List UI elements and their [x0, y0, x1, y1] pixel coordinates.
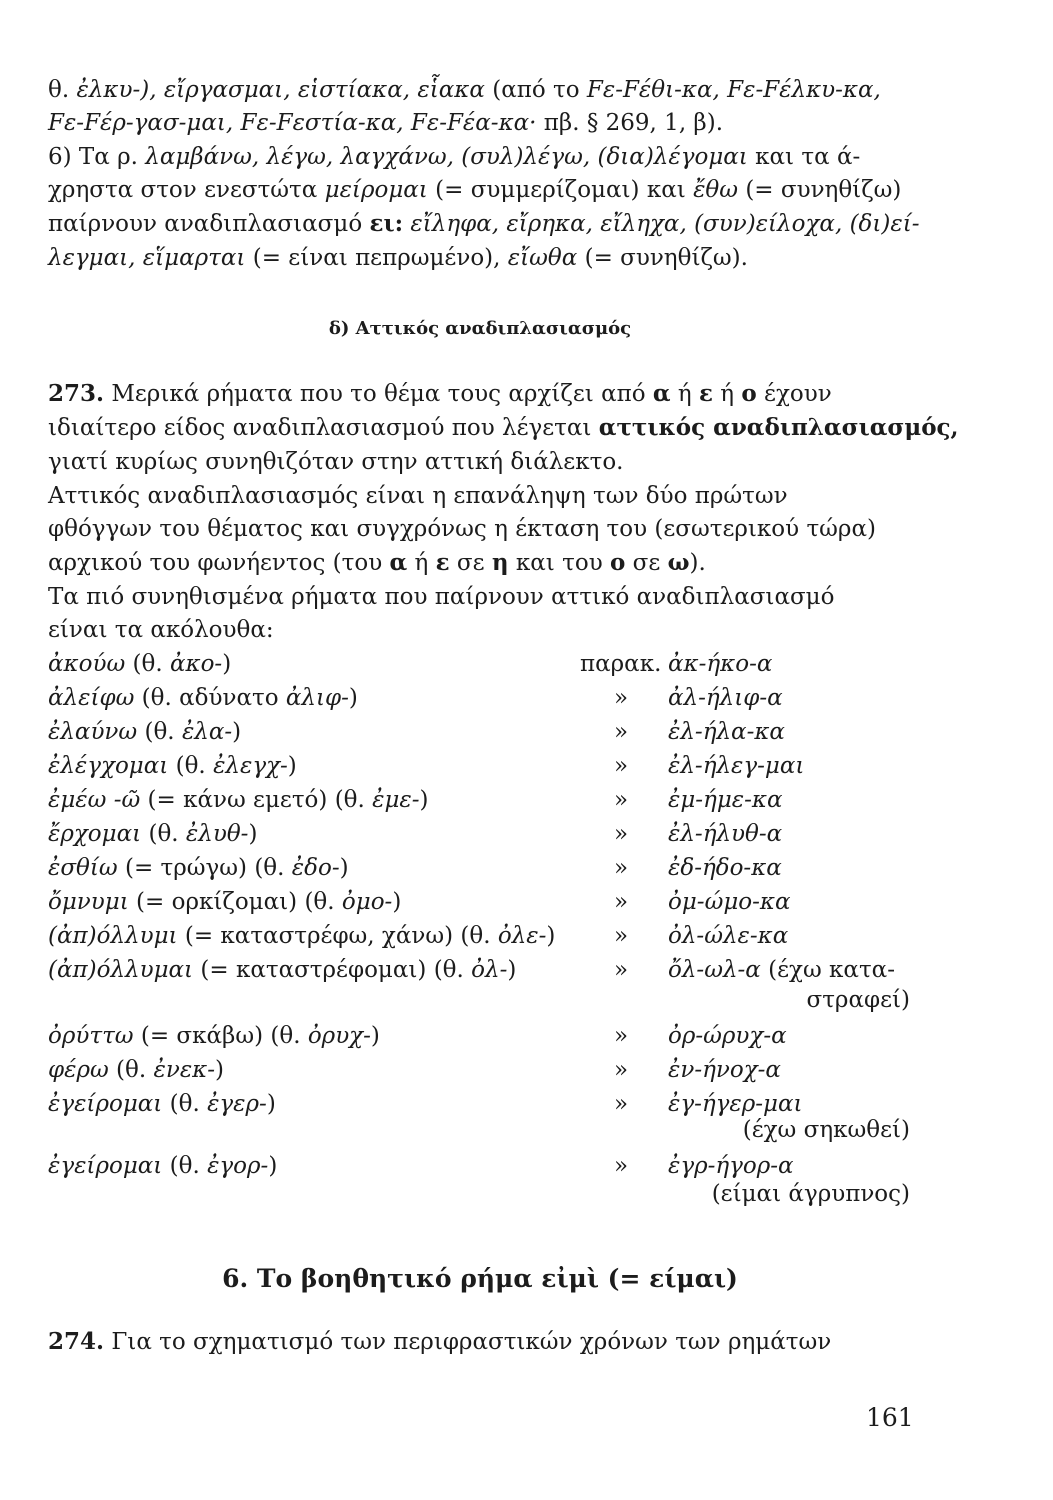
para-273-line-2: ιδιαίτερο είδος αναδιπλασιασμού που λέγεται αττικός αναδιπλασιασμός,: [48, 414, 959, 441]
ditto-mark: »: [614, 923, 629, 949]
ditto-mark: »: [614, 719, 629, 745]
verb-row: ἐλέγχομαι (θ. ἐλεγχ-) » ἐλ-ήλεγ-μαι: [48, 750, 910, 782]
ditto-mark: »: [614, 855, 629, 881]
top-line-4: χρηστα στον ενεστώτα μείρομαι (= συμμερίζομαι) και ἔθω (= συνηθίζω): [48, 177, 902, 203]
verb-row: ὄμνυμι (= ορκίζομαι) (θ. ὀμο-) » ὀμ-ώμο-κα: [48, 886, 910, 918]
para-273-line-5: φθόγγων του θέματος και συγχρόνως η έκταση του (εσωτερικού τώρα): [48, 516, 876, 542]
continuation-line: (έχω σηκωθεί): [742, 1117, 910, 1143]
para-273-line-4: Αττικός αναδιπλασιασμός είναι η επανάληψη των δύο πρώτων: [48, 483, 788, 509]
para-273-line-6: αρχικού του φωνήεντος (του α ή ε σε η και του ο σε ω).: [48, 549, 706, 576]
para-273-line-7: Τα πιό συνηθισμένα ρήματα που παίρνουν αττικό αναδιπλασιασμό: [48, 584, 835, 610]
ditto-mark: »: [614, 821, 629, 847]
ditto-mark: »: [614, 1023, 629, 1049]
para-273-line-8: είναι τα ακόλουθα:: [48, 617, 274, 643]
para-273-line-1: 273. Μερικά ρήματα που το θέμα τους αρχίζει από α ή ε ή ο έχουν: [48, 380, 832, 407]
verb-row: ἐλαύνω (θ. ἐλα-) » ἐλ-ήλα-κα: [48, 716, 910, 748]
top-line-6: λεγμαι, εἵμαρται (= είναι πεπρωμένο), εἴωθα (= συνηθίζω).: [48, 245, 748, 271]
top-line-5: παίρνουν αναδιπλασιασμό ει: εἴληφα, εἴρηκα, εἴληχα, (συν)είλοχα, (δι)εί-: [48, 210, 920, 237]
ditto-mark: »: [614, 1057, 629, 1083]
ditto-mark: »: [614, 685, 629, 711]
verb-row: ἐμέω -ῶ (= κάνω εμετό) (θ. ἐμε-) » ἐμ-ήμε-κα: [48, 784, 910, 816]
para-274-line-1: 274. Για το σχηματισμό των περιφραστικών χρόνων των ρημάτων: [48, 1328, 832, 1355]
verb-row: ἀλείφω (θ. αδύνατο ἀλιφ-) » ἀλ-ήλιφ-α: [48, 682, 910, 714]
verb-row: (ἀπ)όλλυμι (= καταστρέφω, χάνω) (θ. ὀλε-) » ὀλ-ώλε-κα: [48, 920, 910, 952]
page-number: 161: [866, 1403, 914, 1432]
ditto-mark: »: [614, 889, 629, 915]
verb-row: ἐγείρομαι (θ. ἐγορ-) » ἐγρ-ήγορ-α: [48, 1150, 910, 1182]
verb-row: ὀρύττω (= σκάβω) (θ. ὀρυχ-) » ὀρ-ώρυχ-α: [48, 1020, 910, 1052]
continuation-line: στραφεί): [806, 987, 910, 1013]
ditto-mark: »: [614, 753, 629, 779]
ditto-mark: »: [614, 1091, 629, 1117]
section-d-heading: δ) Αττικός αναδιπλασιασμός: [328, 318, 632, 339]
continuation-line: (είμαι άγρυπνος): [711, 1181, 910, 1207]
top-line-2: Fε-Fέρ-γασ-μαι, Fε-Fεστία-κα, Fε-Fέα-κα· πβ. § 269, 1, β).: [48, 110, 724, 136]
top-line-3: 6) Τα ρ. λαμβάνω, λέγω, λαγχάνω, (συλ)λέγω, (δια)λέγομαι και τα ά-: [48, 144, 861, 170]
ditto-mark: »: [614, 1153, 629, 1179]
verb-row: (ἀπ)όλλυμαι (= καταστρέφομαι) (θ. ὀλ-) » ὄλ-ωλ-α (έχω κατα-: [48, 954, 910, 986]
perfect-label: παρακ.: [580, 651, 662, 677]
section-6-heading: 6. Το βοηθητικό ρήμα εἰμὶ (= είμαι): [222, 1264, 738, 1293]
verb-row: ἐγείρομαι (θ. ἐγερ-) » ἐγ-ήγερ-μαι: [48, 1088, 910, 1120]
verb-row: ἀκούω (θ. ἀκο-) παρακ. ἀκ-ήκο-α: [48, 648, 910, 680]
ditto-mark: »: [614, 957, 629, 983]
top-line-1: θ. ἐλκυ-), εἴργασμαι, εἱστίακα, εἷακα (από το Fε-Fέθι-κα, Fε-Fέλκυ-κα,: [48, 77, 881, 103]
ditto-mark: »: [614, 787, 629, 813]
verb-row: ἐσθίω (= τρώγω) (θ. ἐδο-) » ἐδ-ήδο-κα: [48, 852, 910, 884]
verb-row: ἔρχομαι (θ. ἐλυθ-) » ἐλ-ήλυθ-α: [48, 818, 910, 850]
para-273-line-3: γιατί κυρίως συνηθιζόταν στην αττική διάλεκτο.: [48, 449, 624, 475]
verb-row: φέρω (θ. ἐνεκ-) » ἐν-ήνοχ-α: [48, 1054, 910, 1086]
